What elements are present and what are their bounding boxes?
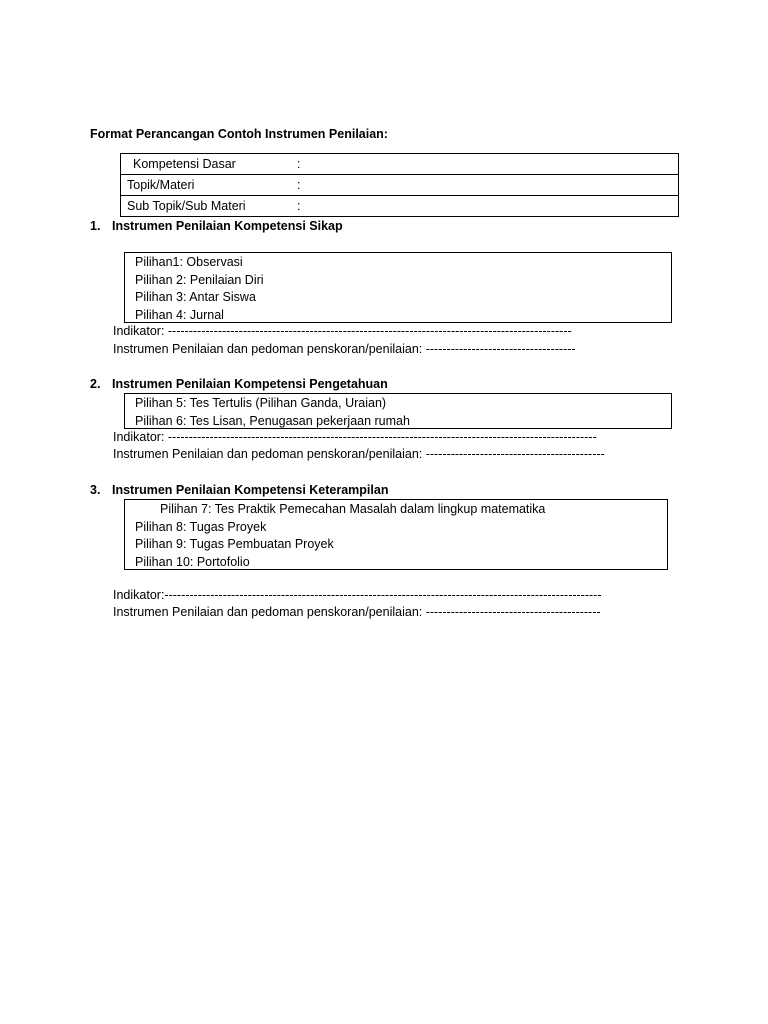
- section-number: 1.: [90, 219, 101, 233]
- option-item: Pilihan 3: Antar Siswa: [135, 290, 256, 304]
- options-box-keterampilan: [124, 499, 668, 570]
- section-title: Instrumen Penilaian Kompetensi Sikap: [112, 219, 343, 233]
- meta-label: Kompetensi Dasar: [133, 157, 236, 171]
- option-item: Pilihan 4: Jurnal: [135, 307, 224, 322]
- meta-colon: :: [297, 157, 301, 171]
- meta-table: [120, 153, 679, 217]
- document-title: Format Perancangan Contoh Instrumen Penilaian:: [90, 127, 388, 141]
- section-number: 2.: [90, 377, 101, 391]
- section-number: 3.: [90, 483, 101, 497]
- section-title: Instrumen Penilaian Kompetensi Pengetahuan: [112, 377, 388, 391]
- indikator-line: Indikator:---------------------------------------------------------------------------------------------------------: [113, 588, 602, 602]
- indikator-line: Indikator: -------------------------------------------------------------------------------------------------------: [113, 430, 597, 444]
- option-item: Pilihan 10: Portofolio: [135, 554, 250, 569]
- meta-label: Topik/Materi: [127, 178, 195, 192]
- section-heading-pengetahuan: [90, 377, 388, 391]
- instrumen-line: Instrumen Penilaian dan pedoman penskoran/penilaian: ------------------------------------------: [113, 605, 601, 619]
- indikator-line: Indikator: -------------------------------------------------------------------------------------------------: [113, 324, 572, 338]
- section-heading-keterampilan: [90, 483, 388, 497]
- option-item: Pilihan 7: Tes Praktik Pemecahan Masalah dalam lingkup matematika: [160, 502, 546, 516]
- instrumen-line: Instrumen Penilaian dan pedoman penskoran/penilaian: -------------------------------------------: [113, 447, 605, 461]
- instrumen-line: Instrumen Penilaian dan pedoman penskoran/penilaian: ------------------------------------: [113, 342, 576, 356]
- option-item: Pilihan 5: Tes Tertulis (Pilihan Ganda, Uraian): [135, 396, 387, 410]
- meta-row-topik-materi: [121, 175, 679, 196]
- section-heading-sikap: [90, 219, 343, 233]
- section-title: Instrumen Penilaian Kompetensi Keterampilan: [112, 483, 389, 497]
- options-box-sikap: [124, 252, 672, 323]
- meta-row-sub-topik: [121, 196, 679, 217]
- option-item: Pilihan 2: Penilaian Diri: [135, 272, 264, 287]
- option-item: Pilihan1: Observasi: [135, 255, 243, 269]
- meta-colon: :: [297, 178, 301, 192]
- option-item: Pilihan 9: Tugas Pembuatan Proyek: [135, 537, 334, 551]
- option-item: Pilihan 8: Tugas Proyek: [135, 519, 267, 534]
- meta-label: Sub Topik/Sub Materi: [127, 199, 246, 213]
- options-box-pengetahuan: [124, 393, 672, 429]
- meta-colon: :: [297, 199, 301, 213]
- meta-row-kompetensi-dasar: [121, 154, 679, 175]
- option-item: Pilihan 6: Tes Lisan, Penugasan pekerjaan rumah: [135, 413, 410, 428]
